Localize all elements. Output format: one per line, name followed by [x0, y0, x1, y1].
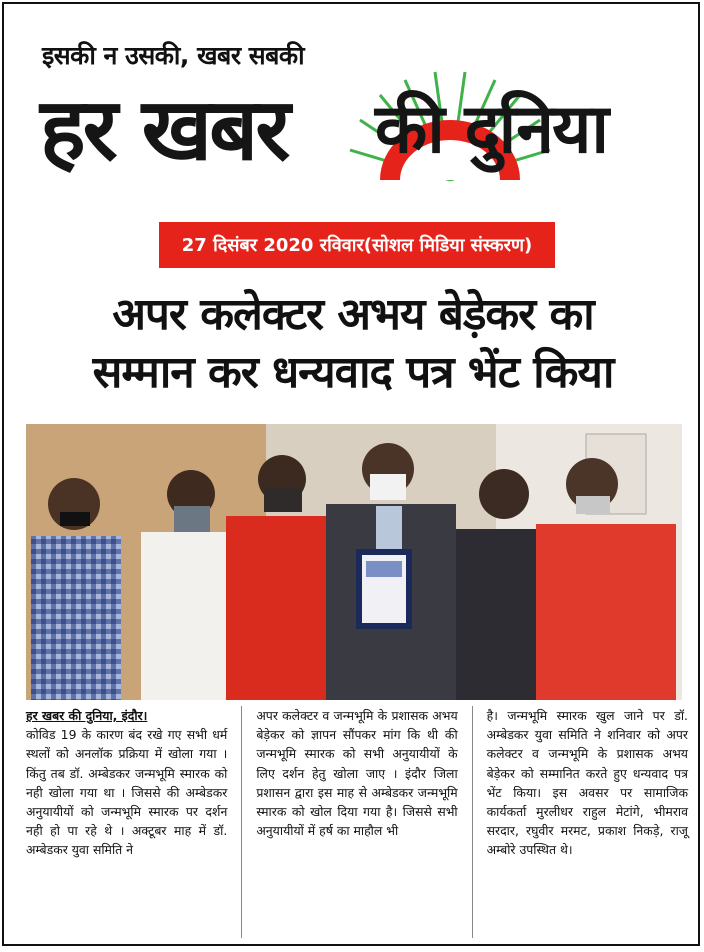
headline [14, 286, 692, 402]
byline: हर खबर की दुनिया, इंदौर। [26, 708, 148, 723]
headline-line2: सम्मान कर धन्यवाद पत्र भेंट किया [92, 347, 614, 398]
column-divider [472, 706, 473, 938]
masthead-title-part2: की दुनिया [375, 90, 608, 169]
masthead-tagline: इसकी न उसकी, खबर सबकी [42, 41, 305, 70]
newspaper-page [2, 2, 700, 946]
news-photo [26, 424, 682, 700]
article-column-1 [26, 706, 227, 938]
article-column-2 [256, 706, 457, 938]
article-col2-text: अपर कलेक्टर व जन्मभूमि के प्रशासक अभय बेड़ेकर को ज्ञापन सौंपकर मांग कि थी की जन्मभूमि स्मारक को सभी अनुयायीयों के लिए दर्शन हेतु खोला जाए । इंदौर जिला प्रशासन द्वारा इस माह से अम्बेडकर जन्मभूमि स्मारक को खोल दिया गया है। जिससे सभी अनुयायीयों में हर्ष का माहौल भी [256, 708, 458, 839]
date-banner: 27 दिसंबर 2020 रविवार(सोशल मिडिया संस्करण) [159, 222, 555, 268]
column-divider [241, 706, 242, 938]
article-col1-text: कोविड 19 के कारण बंद रखे गए सभी धर्म स्थलों को अनलॉक प्रक्रिया में खोला गया । किंतु तब डॉ. अम्बेडकर जन्मभूमि स्मारक को नही खोला गया था । जिससे की अम्बेडकर अनुयायीयों को जन्मभूमि स्मारक पर दर्शन नही हो पा रहे थे । अक्टूबर माह में डॉ. अम्बेडकर युवा समिति ने [26, 727, 228, 858]
masthead-title-part1: हर खबर [40, 80, 288, 180]
article-col3-text: है। जन्मभूमि स्मारक खुल जाने पर डॉ. अम्बेडकर युवा समिति ने शनिवार को अपर कलेक्टर व जन्मभूमि के प्रशासक अभय बेड़ेकर को सम्मानित करते हुए धन्यवाद पत्र भेंट किया। इस अवसर पर सामाजिक कार्यकर्ता मुरलीधर राहुल मेटांगे, भीमराव सरदार, रघुवीर मरमट, प्रकाश निकड़े, राजू अम्बोरे उपस्थित थे। [486, 708, 688, 858]
article-body [26, 706, 688, 938]
masthead [40, 70, 680, 210]
article-column-3 [487, 706, 688, 938]
headline-line1: अपर कलेक्टर अभय बेड़ेकर का [112, 289, 594, 340]
